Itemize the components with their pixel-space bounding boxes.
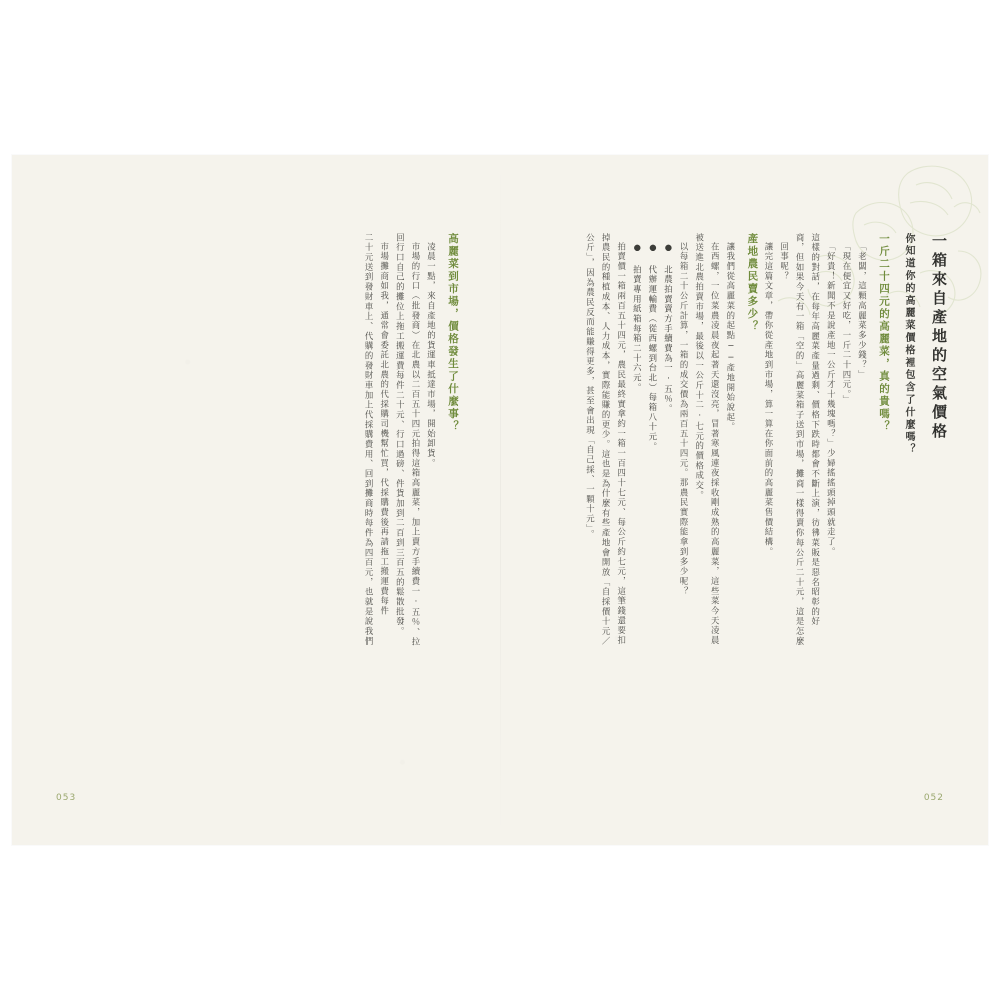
body-line: 二十元送到發財車上、代購的發財車加上代採購費用、回到攤商時每件為四百元，也就是說我們	[364, 233, 375, 647]
list-item: ● 北農拍賣賣方手續費為一‧五％。	[663, 242, 674, 415]
body-line: 市場的行口（批發商）在北農以二百五十四元拍得這箱高麗菜，加上賣方手續費一‧五％、拉	[410, 242, 421, 648]
chapter-title: 一箱來自產地的空氣價格	[930, 233, 948, 442]
body-line: 市場攤商如我，通常會委託北農的代採購司機幫忙買，代採購費後再請拖工搬運費每件	[379, 242, 390, 616]
body-line: 「現在便宜又好吃，一斤二十四元。」	[841, 242, 852, 406]
list-item: ● 代辦運輸費（從西螺到台北）每箱八十元。	[647, 242, 658, 452]
sub-heading-1: 一斤二十四元的高麗菜，真的貴嗎？	[878, 233, 890, 433]
page-052-text-columns	[530, 233, 946, 773]
body-line: 回事呢？	[779, 242, 790, 282]
page-number-052: 052	[923, 793, 944, 803]
body-line: 讓完這篇文章，帶你從產地到市場，算一算在你面前的高麗菜售價結構。	[763, 242, 774, 557]
body-line: 「好貴！新聞不是說產地一公斤才十幾塊嗎？」少婦搖搖頭掉頭就走了。	[826, 242, 837, 557]
body-line: 讓我們從高麗菜的起點──產地開始說起。	[725, 242, 736, 433]
body-line: 公斤」，因為農民反而能賺得更多，甚至會出現「自己採、一顆十元」。	[585, 233, 596, 540]
page-052	[500, 155, 988, 845]
left-page-heading: 高麗菜到市場，價格發生了什麼事？	[447, 233, 459, 433]
page-number-053: 053	[56, 793, 77, 803]
body-line: 「老闆，這顆高麗菜多少錢？」	[857, 242, 868, 380]
body-line: 在西螺，一位菜農凌晨夜起著天還沒亮，冒著寒風連夜採收剛成熟的高麗菜，這些菜今天凌晨	[710, 242, 721, 646]
page-053-text-columns	[42, 233, 458, 773]
body-line: 商，但如果今天有一箱「空的」高麗菜箱子送到市場，攤商一樣得賣你每公斤二十元，這是怎麼	[795, 233, 806, 647]
body-line: 掉農民的種植成本、人力成本，實際能賺的更少。這也是為什麼有些產地會開放「自採價十元／	[601, 233, 612, 647]
body-line: 拍賣價一箱兩百五十四元，農民最終實拿約一箱一百四十七元、每公斤約七元，這筆錢還要扣	[616, 242, 627, 646]
body-line: 被送進北農拍賣市場，最後以一公斤十二‧七元的價格成交。	[694, 233, 705, 501]
body-line: 回行口自己的攤位上拖工搬運費每件二十元、行口過磅、件貨加到二百到三百五的鬆散批發。	[395, 233, 406, 637]
body-line: 以每箱二十公斤計算，一箱的成交價為兩百五十四元。那農民實際能拿到多少呢？	[679, 242, 690, 597]
sub-heading-2: 產地農民賣多少？	[746, 233, 759, 333]
body-line: 這樣的對話，在每年高麗菜產量過剩、價格下跌時都會不斷上演，彷彿菜販是惡名昭彰的好	[810, 233, 821, 627]
list-item: ● 拍賣專用紙箱每箱二十六元。	[632, 242, 643, 393]
heading-question: 你知道你的高麗菜價格裡包含了什麼嗎？	[903, 233, 914, 457]
page-053	[12, 155, 500, 845]
book-page-spread	[12, 155, 988, 845]
body-line: 凌晨一點，來自產地的貨運車抵達市場，開始卸貨。	[426, 242, 437, 469]
